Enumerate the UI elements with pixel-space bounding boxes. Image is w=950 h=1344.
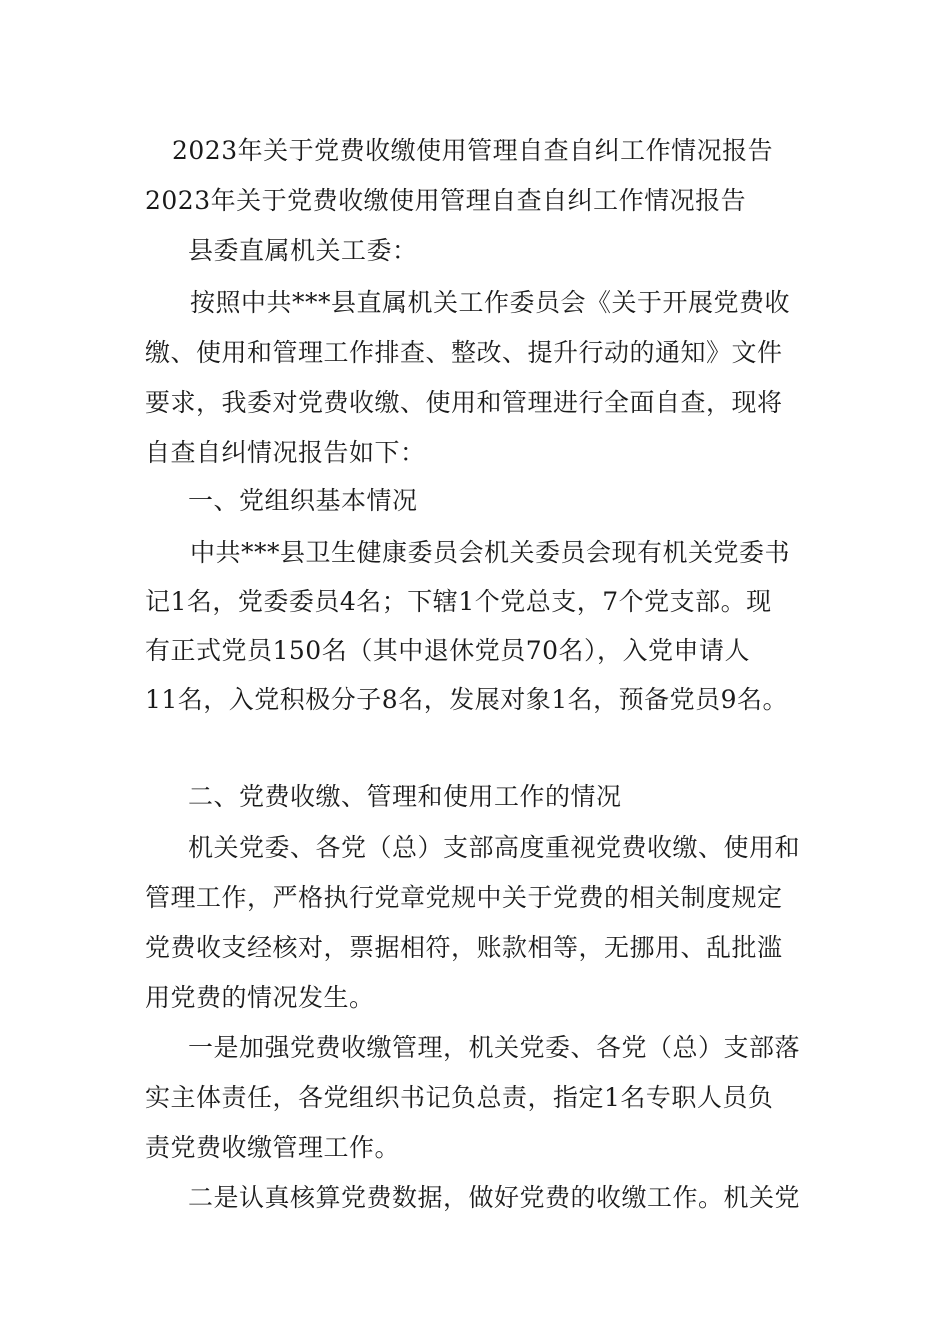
section-1-heading: 一、党组织基本情况 xyxy=(188,486,418,515)
point-1-line: 一是加强党费收缴管理，机关党委、各党（总）支部落 xyxy=(188,1033,801,1062)
section-1-line: 记1名，党委委员4名；下辖1个党总支，7个党支部。现 xyxy=(145,587,772,616)
section-1-line: 中共***县卫生健康委员会机关委员会现有机关党委书 xyxy=(190,538,791,567)
intro-line: 要求，我委对党费收缴、使用和管理进行全面自查，现将 xyxy=(145,388,783,417)
point-2-line: 二是认真核算党费数据，做好党费的收缴工作。机关党 xyxy=(188,1183,801,1212)
section-2-heading: 二、党费收缴、管理和使用工作的情况 xyxy=(188,782,622,811)
intro-line: 按照中共***县直属机关工作委员会《关于开展党费收 xyxy=(190,288,791,317)
section-2-line: 管理工作，严格执行党章党规中关于党费的相关制度规定 xyxy=(145,883,783,912)
title-line-2: 2023年关于党费收缴使用管理自查自纠工作情况报告 xyxy=(145,186,747,215)
addressee: 县委直属机关工委： xyxy=(188,236,418,265)
section-1-line: 11名，入党积极分子8名，发展对象1名，预备党员9名。 xyxy=(145,685,789,714)
section-2-line: 机关党委、各党（总）支部高度重视党费收缴、使用和 xyxy=(188,833,801,862)
intro-line: 缴、使用和管理工作排查、整改、提升行动的通知》文件 xyxy=(145,338,783,367)
title-line-1: 2023年关于党费收缴使用管理自查自纠工作情况报告 xyxy=(172,136,774,165)
point-1-line: 实主体责任，各党组织书记负总责，指定1名专职人员负 xyxy=(145,1083,774,1112)
intro-line: 自查自纠情况报告如下： xyxy=(145,438,426,467)
section-2-line: 党费收支经核对，票据相符，账款相等，无挪用、乱批滥 xyxy=(145,933,783,962)
section-2-line: 用党费的情况发生。 xyxy=(145,983,375,1012)
point-1-line: 责党费收缴管理工作。 xyxy=(145,1133,401,1162)
section-1-line: 有正式党员150名（其中退休党员70名），入党申请人 xyxy=(145,636,751,665)
